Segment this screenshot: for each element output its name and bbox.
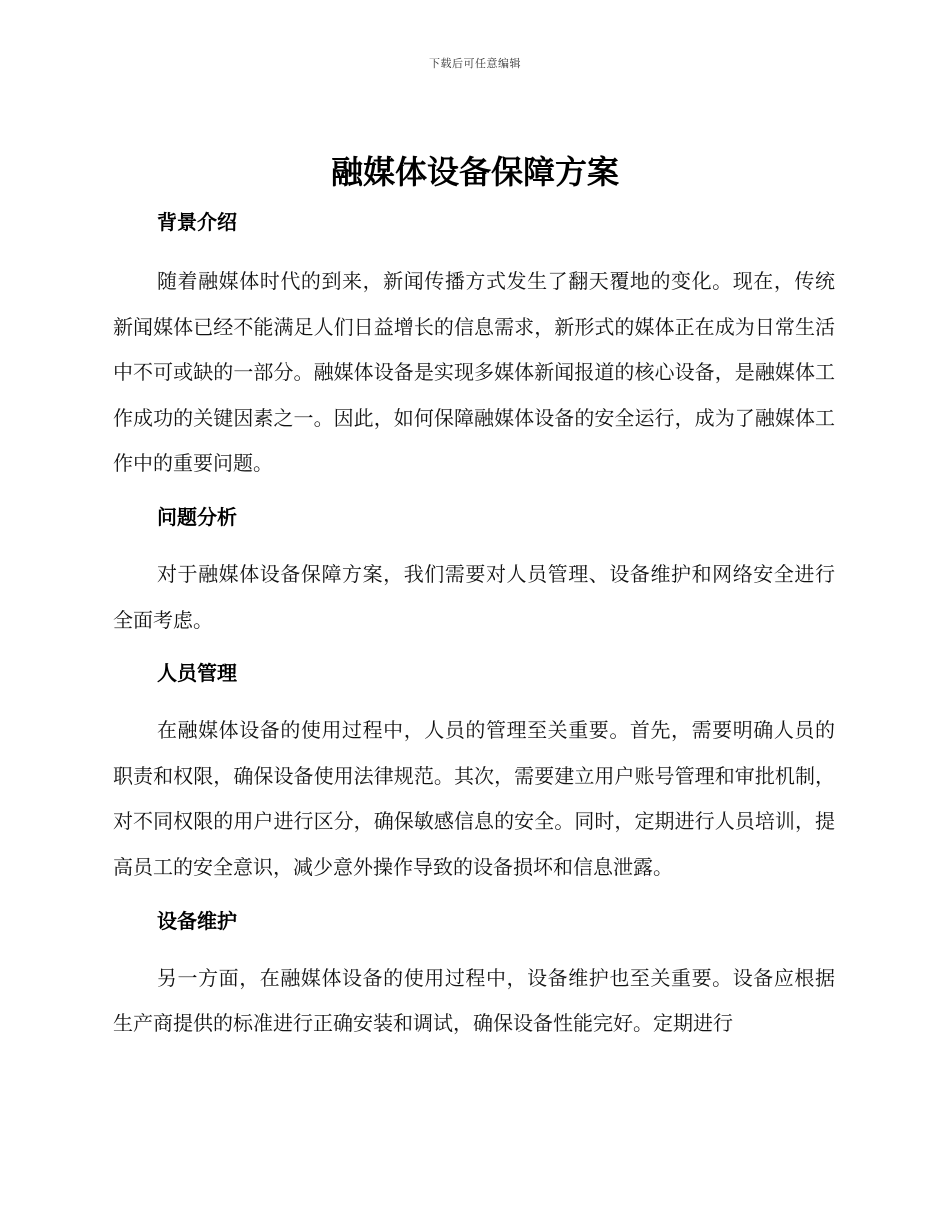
- section-personnel-management: [113, 658, 835, 890]
- section-paragraph: 在融媒体设备的使用过程中，人员的管理至关重要。首先，需要明确人员的职责和权限，确保设备使用法律规范。其次，需要建立用户账号管理和审批机制，对不同权限的用户进行区分，确保敏感信息的安全。同时，定期进行人员培训，提高员工的安全意识，减少意外操作导致的设备损坏和信息泄露。: [113, 718, 835, 879]
- section-paragraph: 对于融媒体设备保障方案，我们需要对人员管理、设备维护和网络安全进行全面考虑。: [113, 561, 835, 632]
- section-heading: 问题分析: [157, 504, 237, 529]
- section-heading: 背景介绍: [157, 210, 237, 234]
- section-problem-analysis: [113, 502, 835, 643]
- section-heading: 设备维护: [157, 908, 237, 933]
- document-title: 融媒体设备保障方案: [330, 153, 619, 191]
- section-paragraph: 另一方面，在融媒体设备的使用过程中，设备维护也至关重要。设备应根据生产商提供的标准进行正确安装和调试，确保设备性能完好。定期进行: [113, 965, 835, 1036]
- section-heading: 人员管理: [157, 661, 237, 686]
- section-background: [113, 207, 835, 487]
- document-body: [113, 202, 835, 1047]
- section-equipment-maintenance: [113, 906, 835, 1047]
- section-paragraph: 随着融媒体时代的到来，新闻传播方式发生了翻天覆地的变化。现在，传统新闻媒体已经不能满足人们日益增长的信息需求，新形式的媒体正在成为日常生活中不可或缺的一部分。融媒体设备是实现多媒体新闻报道的核心设备，是融媒体工作成功的关键因素之一。因此，如何保障融媒体设备的安全运行，成为了融媒体工作中的重要问题。: [113, 269, 835, 476]
- header-note: 下载后可任意编辑: [429, 57, 521, 70]
